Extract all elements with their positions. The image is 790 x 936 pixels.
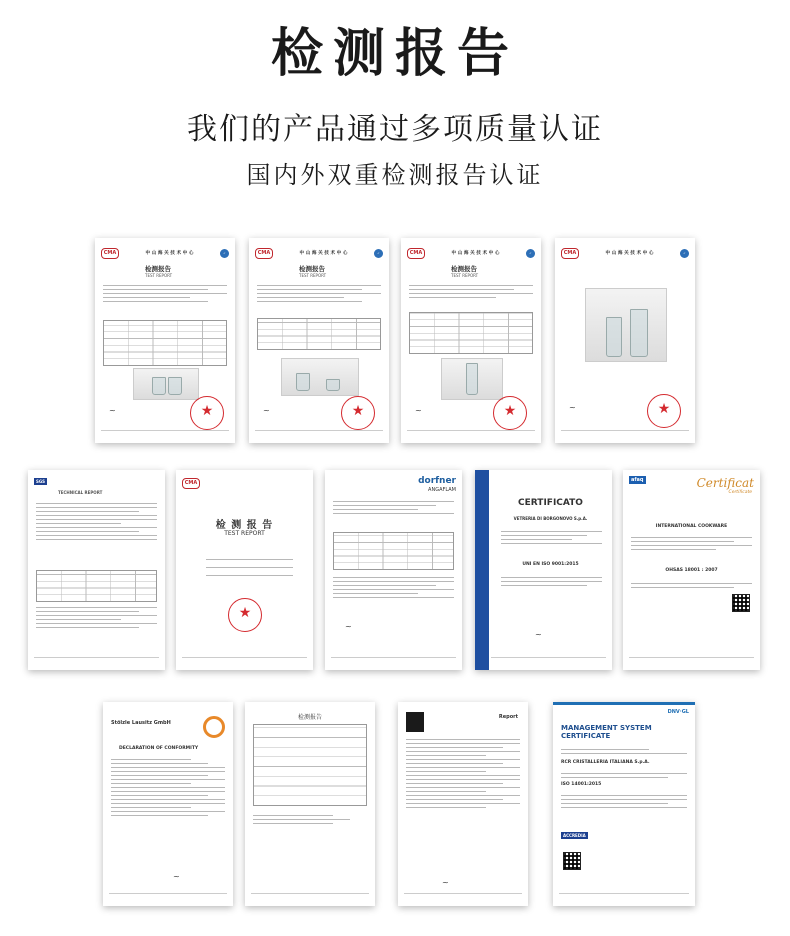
report-footer bbox=[255, 430, 383, 437]
qr-code-icon bbox=[732, 594, 750, 612]
cma-logo-icon: CMA bbox=[561, 248, 579, 259]
certificate-title: CERTIFICATO bbox=[518, 498, 583, 508]
red-seal-stamp: ★ bbox=[493, 396, 527, 430]
certificate-card-6[interactable] bbox=[176, 470, 313, 670]
page-subtitle-secondary: 国内外双重检测报告认证 bbox=[246, 161, 544, 189]
qr-code-icon bbox=[563, 852, 581, 870]
lab-name: 中 山 海 关 技 术 中 心 bbox=[605, 251, 654, 256]
report-title: 检测报告 bbox=[297, 714, 322, 721]
company-name: VETRERIA DI BORGONOVO S.p.A. bbox=[513, 516, 588, 521]
report-title-en: TEST REPORT bbox=[224, 530, 265, 537]
certificate-card-12[interactable] bbox=[398, 702, 528, 906]
certificate-card-11[interactable] bbox=[245, 702, 375, 906]
report-title: 检 测 报 告 bbox=[215, 520, 274, 531]
result-table bbox=[257, 318, 381, 350]
page-title: 检测报告 bbox=[270, 23, 519, 84]
report-footer bbox=[331, 657, 456, 664]
certificate-card-7[interactable] bbox=[325, 470, 462, 670]
certificate-title-en: Certificate bbox=[728, 490, 752, 495]
result-table bbox=[253, 724, 367, 806]
report-footer bbox=[407, 430, 535, 437]
sample-photo bbox=[585, 288, 667, 362]
signature: ~ bbox=[442, 878, 449, 887]
certificate-card-13[interactable] bbox=[553, 702, 695, 906]
report-footer bbox=[101, 430, 229, 437]
signature: ~ bbox=[263, 406, 270, 415]
cnas-badge-icon: ✓ bbox=[220, 249, 229, 258]
signature: ~ bbox=[569, 403, 576, 412]
report-footer bbox=[34, 657, 159, 664]
report-title-en: TEST REPORT bbox=[299, 273, 327, 278]
lab-name: 中 山 海 关 技 术 中 心 bbox=[299, 251, 348, 256]
report-text-lines bbox=[257, 282, 381, 305]
signature: ~ bbox=[109, 406, 116, 415]
lab-logo-icon bbox=[406, 712, 424, 732]
report-text-lines bbox=[409, 282, 533, 301]
red-seal-stamp: ★ bbox=[228, 598, 262, 632]
certificate-card-1[interactable] bbox=[95, 238, 235, 443]
report-text-lines bbox=[333, 498, 454, 517]
cnas-badge-icon: ✓ bbox=[680, 249, 689, 258]
report-footer bbox=[561, 430, 689, 437]
signature: ~ bbox=[535, 630, 542, 639]
red-seal-stamp: ★ bbox=[190, 396, 224, 430]
report-title: TECHNICAL REPORT bbox=[58, 490, 103, 495]
report-text-lines-lower bbox=[36, 604, 157, 631]
company-name: Stölzle Lausitz GmbH bbox=[111, 720, 171, 726]
certificate-card-3[interactable] bbox=[401, 238, 541, 443]
certificate-card-10[interactable] bbox=[103, 702, 233, 906]
certificate-card-2[interactable] bbox=[249, 238, 389, 443]
report-text-lines-lower bbox=[501, 574, 602, 589]
signature: ~ bbox=[415, 406, 422, 415]
report-title: Report bbox=[498, 714, 518, 720]
signature: ~ bbox=[345, 622, 352, 631]
report-title-en: TEST REPORT bbox=[451, 273, 479, 278]
report-header bbox=[561, 246, 689, 260]
cma-logo-icon: CMA bbox=[255, 248, 273, 259]
certificate-card-4[interactable] bbox=[555, 238, 695, 443]
standard: OHSAS 18001 : 2007 bbox=[665, 568, 718, 573]
report-title: 检测报告 bbox=[145, 265, 171, 273]
page-subtitle: 我们的产品通过多项质量认证 bbox=[187, 112, 603, 147]
brand-logo: dorfner bbox=[418, 476, 456, 486]
result-table bbox=[103, 320, 227, 366]
report-text-lines bbox=[111, 756, 225, 819]
report-text-lines bbox=[406, 736, 520, 811]
report-footer bbox=[251, 893, 369, 900]
company-name: RCR CRISTALLERIA ITALIANA S.p.A. bbox=[561, 760, 650, 765]
report-text-lines-lower bbox=[561, 792, 687, 811]
cma-logo-icon: CMA bbox=[407, 248, 425, 259]
decorative-band bbox=[475, 470, 489, 670]
report-text-lines bbox=[36, 500, 157, 543]
cma-logo-icon: CMA bbox=[182, 478, 200, 489]
report-footer bbox=[559, 893, 689, 900]
signature: ~ bbox=[173, 872, 180, 881]
report-footer bbox=[182, 657, 307, 664]
declaration-title: DECLARATION OF CONFORMITY bbox=[119, 746, 199, 751]
report-header bbox=[407, 246, 535, 260]
report-text-lines bbox=[103, 282, 227, 305]
stolzle-logo-icon bbox=[203, 716, 225, 738]
certificate-title: MANAGEMENT SYSTEM CERTIFICATE bbox=[561, 724, 652, 740]
report-text-lines-mid bbox=[561, 770, 687, 781]
report-header bbox=[101, 246, 229, 260]
result-table bbox=[409, 312, 533, 354]
report-text-lines bbox=[561, 746, 687, 757]
red-seal-stamp: ★ bbox=[647, 394, 681, 428]
standard: UNI EN ISO 9001:2015 bbox=[522, 562, 579, 567]
report-text-lines bbox=[253, 812, 367, 827]
report-text-lines bbox=[501, 528, 602, 547]
report-footer bbox=[404, 893, 522, 900]
result-table bbox=[333, 532, 454, 570]
report-footer bbox=[491, 657, 606, 664]
report-title: 检测报告 bbox=[451, 265, 477, 273]
report-text-lines bbox=[631, 534, 752, 553]
report-text-lines-lower bbox=[631, 580, 752, 591]
red-seal-stamp: ★ bbox=[341, 396, 375, 430]
report-title-en: TEST REPORT bbox=[145, 273, 173, 278]
standard: ISO 14001:2015 bbox=[561, 782, 602, 787]
certificate-card-9[interactable] bbox=[623, 470, 760, 670]
organization-name: INTERNATIONAL COOKWARE bbox=[655, 524, 728, 529]
result-table bbox=[36, 570, 157, 602]
afaq-logo: afaq bbox=[631, 477, 644, 483]
certificate-title: Certificat bbox=[696, 476, 754, 490]
report-text-lines-lower bbox=[333, 574, 454, 601]
certificate-card-5[interactable] bbox=[28, 470, 165, 670]
report-title: 检测报告 bbox=[299, 265, 325, 273]
sample-photo bbox=[133, 368, 199, 400]
decorative-band bbox=[553, 702, 695, 705]
sample-photo bbox=[281, 358, 359, 396]
lab-name: 中 山 海 关 技 术 中 心 bbox=[145, 251, 194, 256]
lab-name: 中 山 海 关 技 术 中 心 bbox=[451, 251, 500, 256]
report-header bbox=[255, 246, 383, 260]
cnas-badge-icon: ✓ bbox=[526, 249, 535, 258]
brand-sub: ANGAFLAM bbox=[428, 487, 456, 493]
certificate-card-8[interactable] bbox=[475, 470, 612, 670]
report-footer bbox=[109, 893, 227, 900]
cnas-badge-icon: ✓ bbox=[374, 249, 383, 258]
accredia-logo-icon: ACCREDIA bbox=[563, 833, 586, 838]
sample-photo bbox=[441, 358, 503, 400]
report-footer bbox=[629, 657, 754, 664]
cma-logo-icon: CMA bbox=[101, 248, 119, 259]
report-text-lines bbox=[206, 556, 293, 579]
dnvgl-logo: DNV·GL bbox=[667, 709, 689, 715]
lab-logo-icon: SGS bbox=[36, 479, 46, 484]
